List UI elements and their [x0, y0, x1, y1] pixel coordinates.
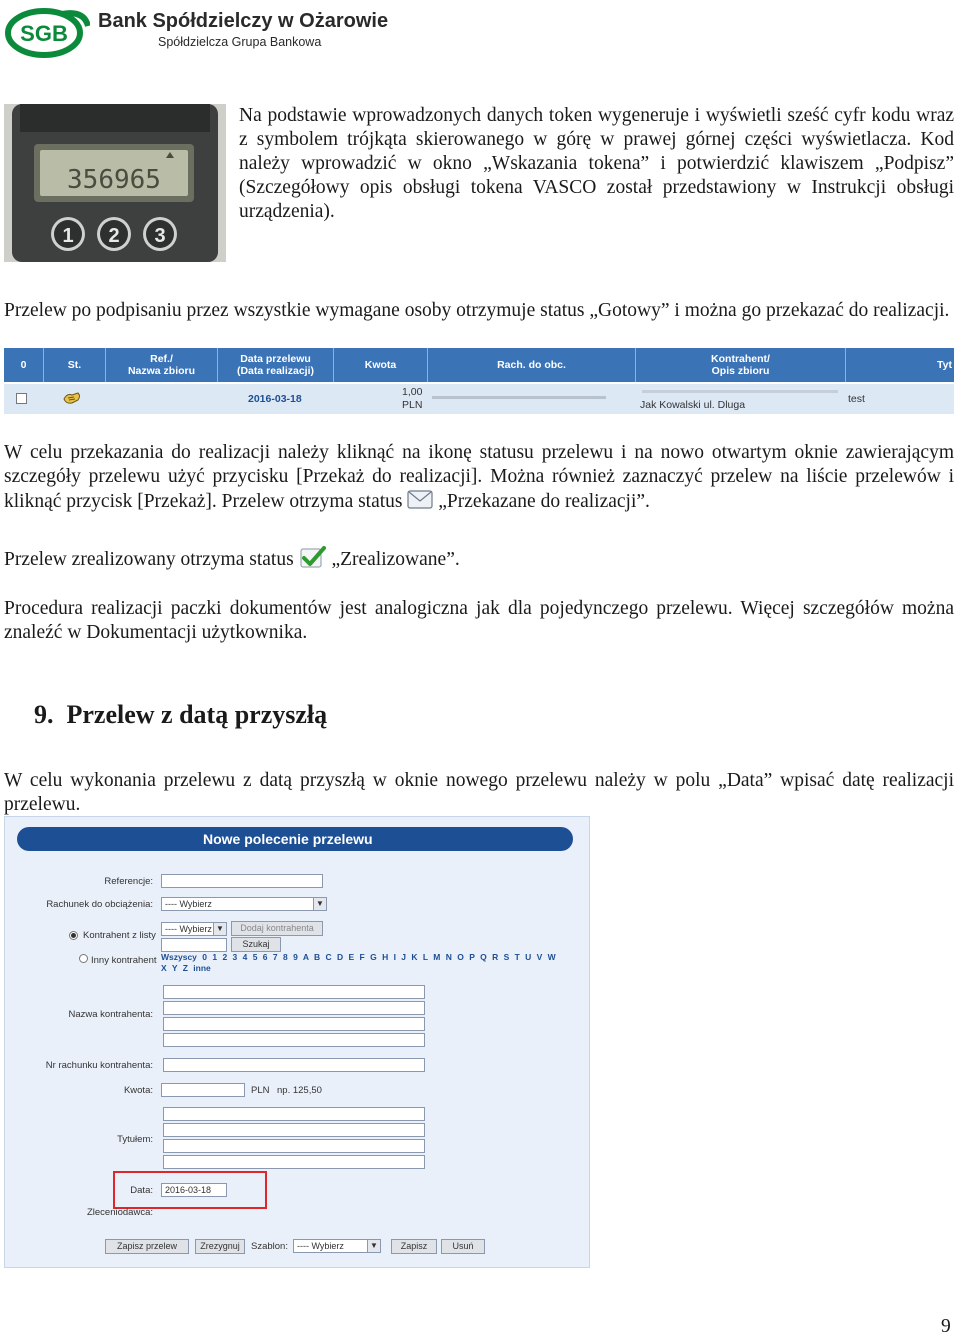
contractor-search-input[interactable] — [161, 938, 227, 952]
contractor-select[interactable]: ---- Wybierz ▼ — [161, 922, 227, 936]
reference-input[interactable] — [161, 874, 323, 888]
chevron-down-icon: ▼ — [313, 898, 326, 910]
account-number-label: Nr rachunku kontrahenta: — [45, 1060, 153, 1071]
ordering-party-label: Zleceniodawca: — [86, 1207, 153, 1218]
alphabet-filter-2[interactable]: X Y Z inne — [161, 963, 211, 973]
title-line-4[interactable] — [163, 1155, 425, 1169]
col-contractor-header[interactable]: Kontrahent/ Opis zbioru — [636, 348, 846, 382]
row-amount: 1,00 — [402, 386, 423, 398]
other-contractor-radio[interactable] — [79, 954, 88, 963]
future-paragraph: W celu wykonania przelewu z datą przyszłą w oknie nowego przelewu należy w polu „Data” wpisać datę realizacji przelewu. — [4, 770, 954, 815]
title-label: Tytułem: — [117, 1134, 153, 1145]
col-ref-header[interactable]: Ref./ Nazwa zbioru — [106, 348, 218, 382]
contractor-name-label: Nazwa kontrahenta: — [68, 1009, 153, 1020]
contractor-name-line-3[interactable] — [163, 1017, 425, 1031]
row-date: 2016-03-18 — [248, 393, 302, 405]
form-title: Nowe polecenie przelewu — [17, 827, 573, 851]
row-account-masked — [432, 396, 606, 399]
page-number: 9 — [941, 1316, 951, 1337]
account-number-input[interactable] — [163, 1058, 425, 1072]
col-select-header: 0 — [4, 348, 44, 382]
title-line-2[interactable] — [163, 1123, 425, 1137]
row-checkbox[interactable] — [16, 393, 27, 404]
forward-paragraph — [4, 441, 954, 514]
search-button[interactable]: Szukaj — [231, 937, 281, 952]
signed-paragraph: Przelew po podpisaniu przez wszystkie wymagane osoby otrzymuje status „Gotowy” i można go przekazać do realizacji. — [4, 300, 950, 321]
other-contractor-label: Inny kontrahent — [91, 955, 157, 966]
contractor-name-line-1[interactable] — [163, 985, 425, 999]
realized-text: Przelew zrealizowany otrzyma status — [4, 549, 294, 570]
col-status-header[interactable]: St. — [44, 348, 106, 382]
chevron-down-icon: ▼ — [367, 1240, 380, 1252]
row-contractor: Jak Kowalski ul. Dluga — [640, 399, 746, 411]
token-key-1: 1 — [62, 225, 74, 247]
debit-account-label: Rachunek do obciążenia: — [46, 899, 153, 910]
realized-check-icon — [299, 545, 327, 569]
token-paragraph: Na podstawie wprowadzonych danych token wygeneruje i wyświetli sześć cyfr kodu wraz z symbolem trójkąta skierowanego w górę w prawej górnej części wyświetlacza. Kod należy wprowadzić w okno „Wskazania tokena” i potwierdzić klawiszem „Podpisz” (Szczegółowy opis obsługi tokena VASCO został przedstawiony w Instrukcji obsługi urządzenia). — [239, 105, 954, 222]
ready-status-icon[interactable] — [62, 390, 82, 406]
amount-input[interactable] — [161, 1083, 245, 1097]
template-label: Szablon: — [251, 1241, 288, 1252]
col-amount-header[interactable]: Kwota — [334, 348, 428, 382]
discard-button[interactable]: Zrezygnuj — [195, 1239, 245, 1254]
table-header — [4, 348, 954, 382]
save-button[interactable]: Zapisz — [391, 1239, 437, 1254]
bank-subtitle: Spółdzielcza Grupa Bankowa — [158, 35, 322, 49]
amount-hint: np. 125,50 — [277, 1085, 322, 1096]
contractor-list-radio[interactable] — [69, 931, 78, 940]
realized-paragraph — [4, 545, 954, 572]
add-contractor-button[interactable]: Dodaj kontrahenta — [231, 921, 323, 936]
contractor-name-line-2[interactable] — [163, 1001, 425, 1015]
contractor-name-line-4[interactable] — [163, 1033, 425, 1047]
row-title: test — [848, 393, 865, 405]
debit-account-select[interactable]: ---- Wybierz ▼ — [161, 897, 327, 911]
forwarded-status-icon — [407, 489, 433, 511]
title-line-1[interactable] — [163, 1107, 425, 1121]
col-title-header[interactable]: Tyt — [937, 359, 952, 371]
template-select[interactable]: ---- Wybierz ▼ — [293, 1239, 381, 1253]
token-key-2: 2 — [108, 225, 120, 247]
forward-text: W celu przekazania do realizacji należy kliknąć na ikonę statusu przelewu i na nowo otwartym oknie zawierającym szczegóły przelewu użyć przycisku [Przekaż do realizacji]. Można również zaznaczyć przelew na liście przelewów i kliknąć przycisk [Przekaż]. Przelew otrzyma status — [4, 442, 954, 512]
token-photo — [4, 104, 226, 262]
sgb-logo — [4, 6, 90, 58]
date-input[interactable]: 2016-03-18 — [161, 1183, 227, 1197]
section-number: 9. — [34, 700, 54, 729]
col-date-header[interactable]: Data przelewu (Data realizacji) — [218, 348, 334, 382]
token-key-3: 3 — [154, 225, 166, 247]
forward-status: „Przekazane do realizacji”. — [438, 491, 650, 512]
package-paragraph: Procedura realizacji paczki dokumentów jest analogiczna jak dla pojedynczego przelewu. Więcej szczegółów można znaleźć w Dokumentacji użytkownika. — [4, 598, 954, 643]
amount-label: Kwota: — [123, 1085, 153, 1096]
save-transfer-button[interactable]: Zapisz przelew — [105, 1239, 189, 1254]
realized-status: „Zrealizowane”. — [331, 549, 460, 570]
title-line-3[interactable] — [163, 1139, 425, 1153]
transfer-list-table — [4, 348, 954, 414]
logo-text: SGB — [20, 21, 68, 46]
section-heading — [34, 700, 327, 730]
amount-currency: PLN — [251, 1085, 270, 1096]
bank-name: Bank Spółdzielczy w Ożarowie — [98, 10, 389, 32]
new-transfer-form — [4, 816, 590, 1268]
alphabet-filter[interactable]: Wszyscy 0 1 2 3 4 5 6 7 8 9 A B C D E F G H I J K L M N O P Q R S T U V W — [161, 952, 556, 962]
row-currency: PLN — [402, 399, 423, 411]
delete-button[interactable]: Usuń — [441, 1239, 485, 1254]
section-title: Przelew z datą przyszłą — [66, 700, 328, 729]
token-display: 356965 — [67, 165, 161, 195]
chevron-down-icon: ▼ — [213, 923, 226, 935]
table-row — [4, 384, 954, 414]
row-contractor-masked — [642, 390, 838, 393]
contractor-list-label: Kontrahent z listy — [83, 930, 156, 941]
col-account-header[interactable]: Rach. do obc. — [428, 348, 636, 382]
date-label: Data: — [130, 1185, 153, 1196]
reference-label: Referencje: — [104, 876, 153, 887]
